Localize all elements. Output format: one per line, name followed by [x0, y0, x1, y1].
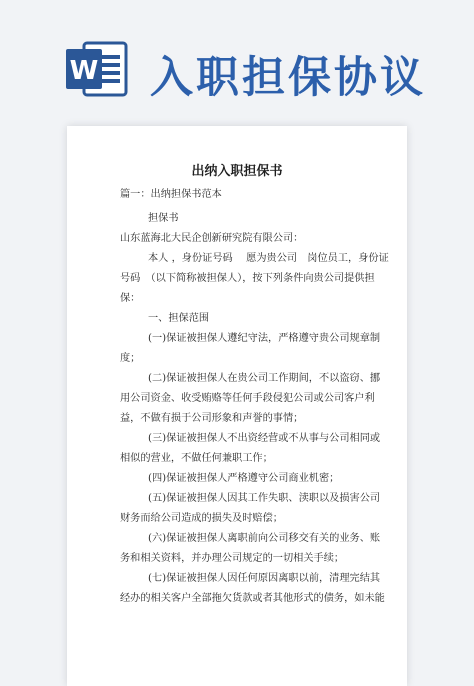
doc-line: 益，不做有损于公司形象和声誉的事情； — [120, 413, 304, 424]
document-page — [67, 126, 407, 686]
doc-line: (七)保证被担保人因任何原因离职以前，清理完结其 — [148, 573, 381, 584]
doc-line: 度； — [120, 353, 141, 364]
doc-line: 担保书 — [148, 213, 179, 224]
doc-line: (四)保证被担保人严格遵守公司商业机密； — [148, 473, 340, 484]
doc-line: 篇一：出纳担保书范本 — [120, 189, 222, 200]
doc-line: 经办的相关客户全部拖欠货款或者其他形式的债务，如未能 — [120, 593, 385, 604]
doc-line: 务和相关资料，并办理公司规定的一切相关手续； — [120, 553, 345, 564]
doc-line: 财务而给公司造成的损失及时赔偿； — [120, 513, 283, 524]
page-header — [0, 0, 474, 112]
doc-line: (一)保证被担保人遵纪守法，严格遵守贵公司规章制 — [148, 333, 381, 344]
page-title: 入职担保协议 — [150, 53, 426, 103]
doc-line: 一、担保范围 — [148, 313, 210, 324]
doc-line: (二)保证被担保人在贵公司工作期间，不以盗窃、挪 — [148, 373, 381, 384]
doc-line: (三)保证被担保人不出资经营或不从事与公司相同或 — [148, 433, 381, 444]
word-doc-icon — [66, 40, 128, 98]
doc-line: 相似的营业，不做任何兼职工作； — [120, 453, 273, 464]
doc-line: 用公司资金、收受贿赂等任何手段侵犯公司或公司客户利 — [120, 393, 375, 404]
doc-line: (五)保证被担保人因其工作失职、渎职以及损害公司 — [148, 493, 381, 504]
doc-line: (六)保证被担保人离职前向公司移交有关的业务、账 — [148, 533, 381, 544]
word-letter: W — [69, 56, 99, 86]
document-title: 出纳入职担保书 — [191, 164, 283, 179]
doc-line: 本人 ，身份证号码 愿为贵公司 岗位员工，身份证 — [148, 253, 389, 264]
doc-line: 号码 （以下简称被担保人），按下列条件向贵公司提供担 — [120, 273, 375, 284]
doc-line: 山东蓝海北大民企创新研究院有限公司： — [120, 233, 304, 244]
doc-line: 保： — [120, 293, 141, 304]
